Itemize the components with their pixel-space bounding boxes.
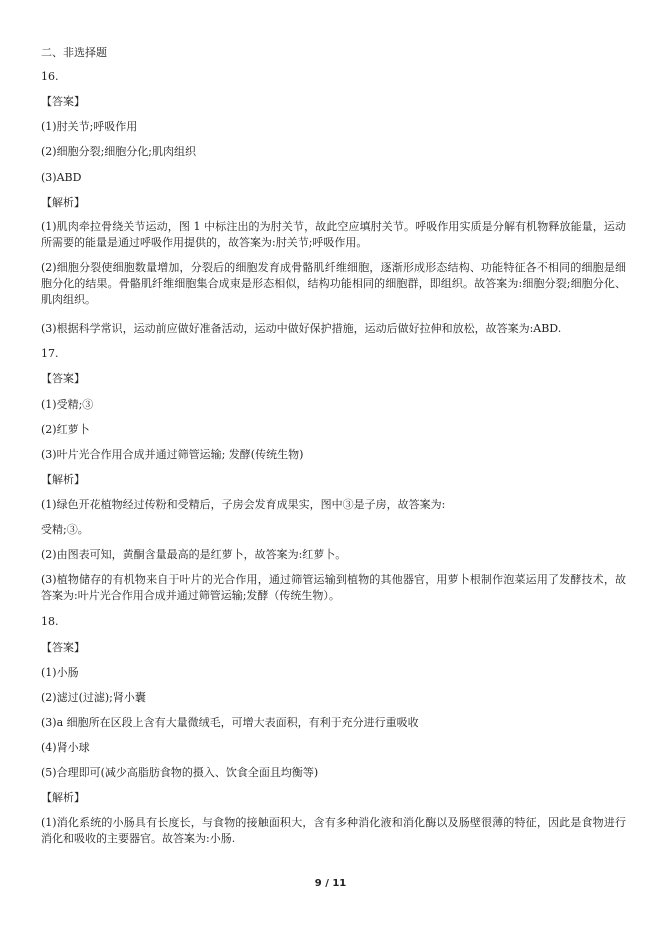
answer-16-2: (2)细胞分裂;细胞分化;肌肉组织 [41,145,196,158]
analysis-label-17: 【解析】 [41,473,85,486]
question-number-17: 17. [41,347,59,360]
answer-18-3: (3)a 细胞所在区段上含有大量微绒毛，可增大表面积，有利于充分进行重吸收 [41,716,419,729]
answer-17-3: (3)叶片光合作用合成并通过筛管运输; 发酵(传统生物) [41,448,304,461]
answer-16-3: (3)ABD [41,171,82,184]
answer-17-2: (2)红萝卜 [41,423,90,436]
answer-label-17: 【答案】 [41,372,85,385]
answer-label-16: 【答案】 [41,95,85,108]
page-number: 9 / 11 [314,878,347,889]
answer-label-18: 【答案】 [41,641,85,654]
section-title: 二、非选择题 [41,46,107,59]
answer-18-4: (4)肾小球 [41,741,90,754]
analysis-label-16: 【解析】 [41,196,85,209]
analysis-17-1: (1)绿色开花植物经过传粉和受精后，子房会发育成果实，图中③是子房，故答案为: [41,498,446,511]
analysis-17-3: (2)由图表可知，黄酮含量最高的是红萝卜，故答案为:红萝卜。 [41,548,347,561]
answer-18-5: (5)合理即可(减少高脂肪食物的摄入、饮食全面且均衡等) [41,766,319,779]
question-number-16: 16. [41,70,59,83]
analysis-16-3: (3)根据科学常识，运动前应做好准备活动，运动中做好保护措施，运动后做好拉伸和放松，故答案为:ABD. [41,322,562,335]
analysis-16-1: (1)肌肉牵拉骨绕关节运动，图 1 中标注出的为肘关节，故此空应填肘关节。呼吸作用实质是分解有机物释放能量，运动所需要的能量是通过呼吸作用提供的，故答案为:肘关节;呼吸作用。 [41,220,626,249]
answer-18-1: (1)小肠 [41,666,79,679]
question-number-18: 18. [41,615,59,628]
analysis-16-2: (2)细胞分裂使细胞数量增加，分裂后的细胞发育成骨骼肌纤维细胞，逐渐形成形态结构、功能特征各不相同的细胞是细胞分化的结果。骨骼肌纤维细胞集合成束是形态相似，结构功能相同的细胞群，即组织。故答案为:细胞分裂;细胞分化、肌肉组织。 [41,261,626,306]
analysis-label-18: 【解析】 [41,791,85,804]
analysis-17-2: 受精;③。 [41,523,89,536]
answer-16-1: (1)肘关节;呼吸作用 [41,120,138,133]
analysis-18-1: (1)消化系统的小肠具有长度长，与食物的接触面积大，含有多种消化液和消化酶以及肠壁很薄的特征，因此是食物进行消化和吸收的主要器官。故答案为:小肠. [41,816,626,845]
answer-17-1: (1)受精;③ [41,398,94,411]
analysis-17-4: (3)植物储存的有机物来自于叶片的光合作用，通过筛管运输到植物的其他器官，用萝卜根制作泡菜运用了发酵技术，故答案为:叶片光合作用合成并通过筛管运输;发酵（传统生物）。 [41,573,626,602]
answer-18-2: (2)滤过(过滤);肾小囊 [41,691,146,704]
